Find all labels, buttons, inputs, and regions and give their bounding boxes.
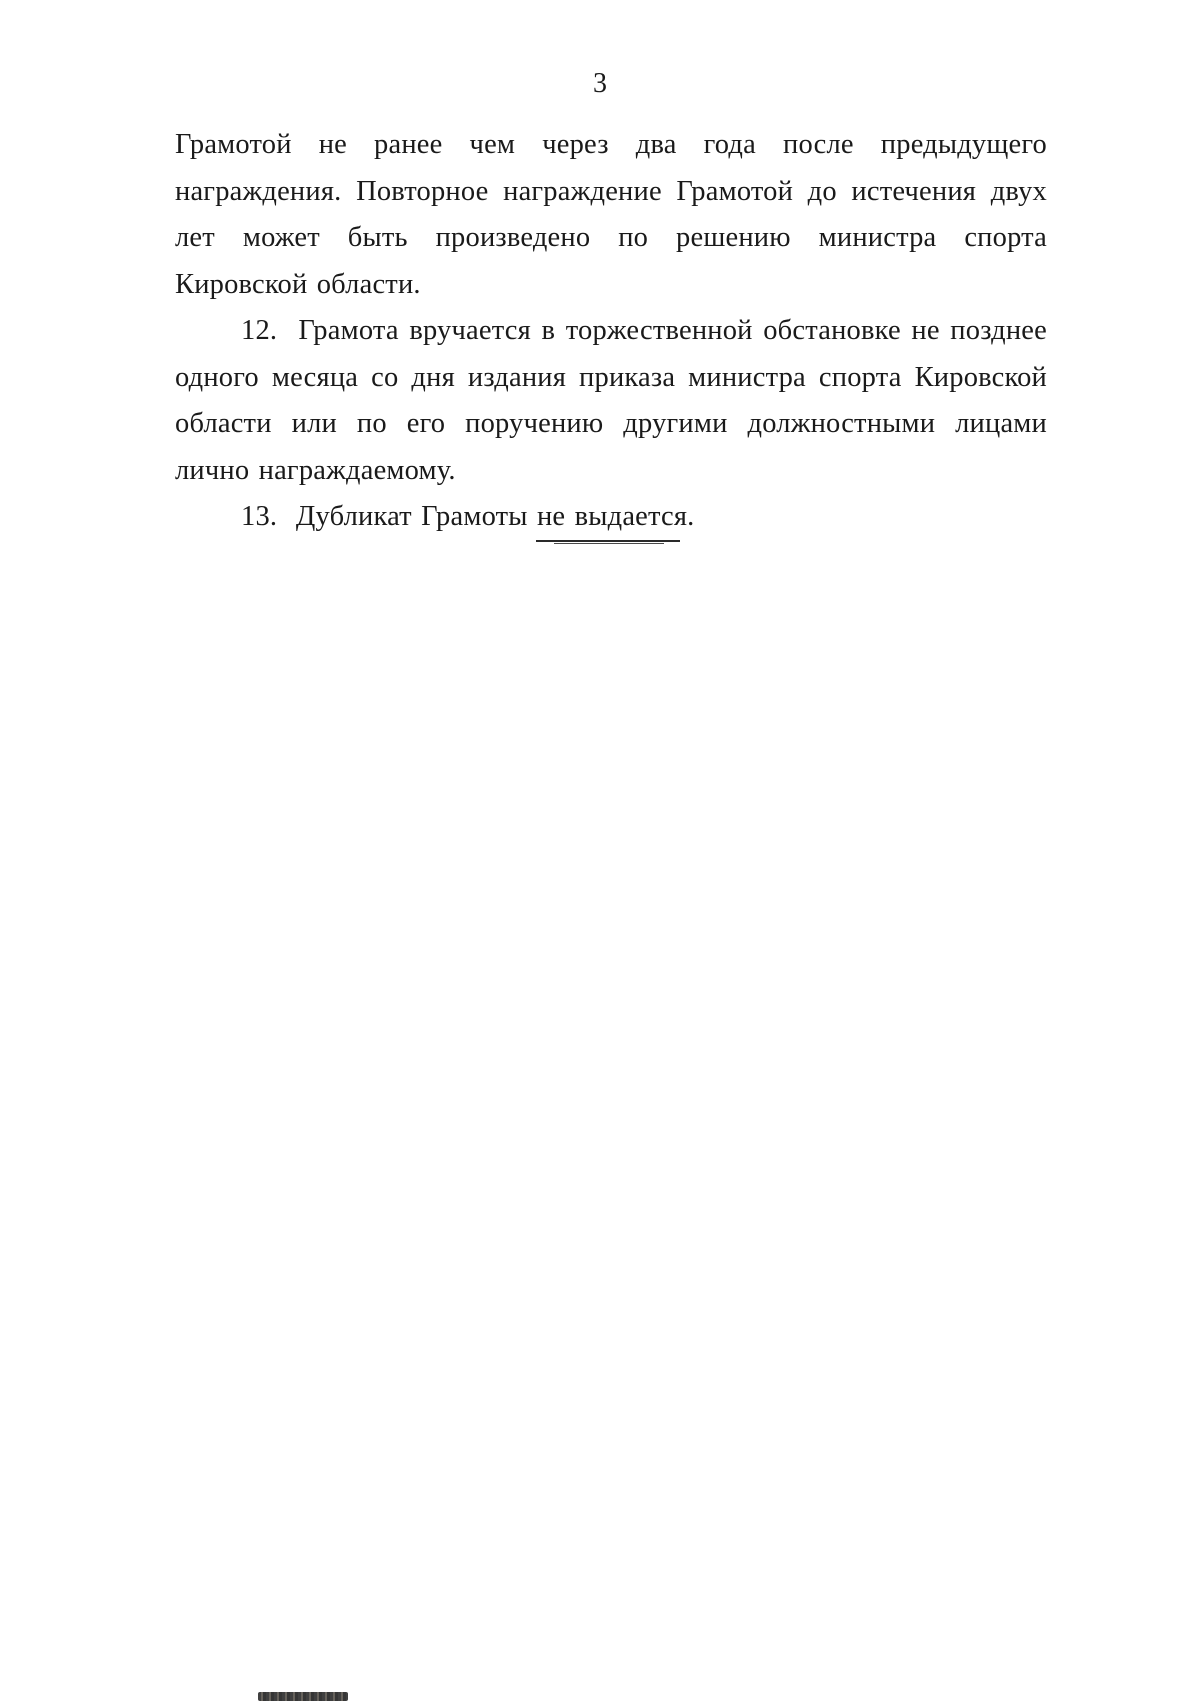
scan-artifact <box>258 1692 348 1701</box>
paragraph-continuation: Грамотой не ранее чем через два года после предыдущего награждения. Повторное награждение Грамотой до истечения двух лет может быть произведено по решению министра спорта Кировской области. <box>175 129 1047 300</box>
document-body <box>175 122 1047 541</box>
paragraph-item-13: 13. Дубликат Грамоты не выдается. <box>241 501 695 532</box>
separator-line <box>536 540 680 542</box>
paragraph-item-12: 12. Грамота вручается в торжественной обстановке не позднее одного месяца со дня издания приказа министра спорта Кировской области или по его поручению другими должностными лицами лично награждаемому. <box>175 315 1047 486</box>
page-number: 3 <box>593 68 607 99</box>
